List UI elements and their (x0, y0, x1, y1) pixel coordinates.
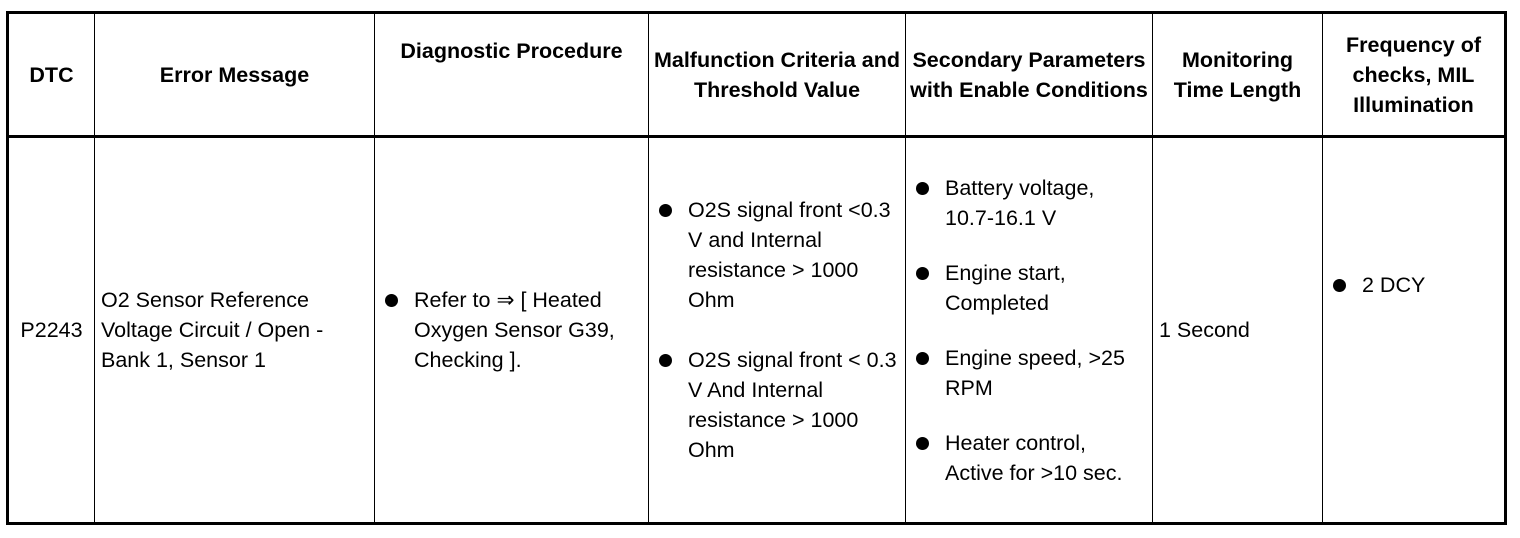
list-item (1329, 270, 1498, 300)
criteria-text: O2S signal front < 0.3 V And Internal resistance > 1000 Ohm (688, 348, 897, 462)
parameter-text: Battery voltage, 10.7-16.1 V (945, 175, 1095, 230)
bullet-icon (385, 294, 398, 307)
list-item (381, 285, 642, 375)
bullet-icon (916, 437, 929, 450)
header-diagnostic-procedure: Diagnostic Procedure (375, 13, 649, 137)
dtc-table (6, 11, 1507, 525)
monitoring-time: 1 Second (1153, 137, 1323, 524)
parameter-text: Heater control, Active for >10 sec. (945, 430, 1123, 485)
secondary-parameters-cell (906, 137, 1153, 524)
procedure-text: Refer to ⇒ [ Heated Oxygen Sensor G39, Checking ]. (414, 288, 615, 372)
list-item (655, 195, 899, 315)
list-item (912, 343, 1146, 403)
list-item (912, 173, 1146, 233)
header-frequency: Frequency of checks, MIL Illumination (1323, 13, 1506, 137)
header-secondary-parameters: Secondary Parameters with Enable Conditions (906, 13, 1153, 137)
parameter-text: Engine start, Completed (945, 260, 1066, 315)
diagnostic-procedure-cell (375, 137, 649, 524)
table-row (8, 137, 1506, 524)
list-item (655, 345, 899, 465)
bullet-icon (659, 204, 672, 217)
bullet-icon (659, 354, 672, 367)
dtc-code: P2243 (8, 137, 95, 524)
parameter-text: Engine speed, >25 RPM (945, 345, 1125, 400)
header-dtc: DTC (8, 13, 95, 137)
bullet-icon (916, 182, 929, 195)
list-item (912, 428, 1146, 488)
bullet-icon (1333, 279, 1346, 292)
header-row (8, 13, 1506, 137)
header-malfunction-criteria: Malfunction Criteria and Threshold Value (649, 13, 906, 137)
error-message: O2 Sensor Reference Voltage Circuit / Open - Bank 1, Sensor 1 (95, 137, 375, 524)
frequency-text: 2 DCY (1362, 273, 1426, 297)
malfunction-criteria-cell (649, 137, 906, 524)
header-monitoring-time: Monitoring Time Length (1153, 13, 1323, 137)
bullet-icon (916, 267, 929, 280)
bullet-icon (916, 352, 929, 365)
criteria-text: O2S signal front <0.3 V and Internal resistance > 1000 Ohm (688, 198, 891, 312)
frequency-cell (1323, 137, 1506, 524)
header-error-message: Error Message (95, 13, 375, 137)
list-item (912, 258, 1146, 318)
